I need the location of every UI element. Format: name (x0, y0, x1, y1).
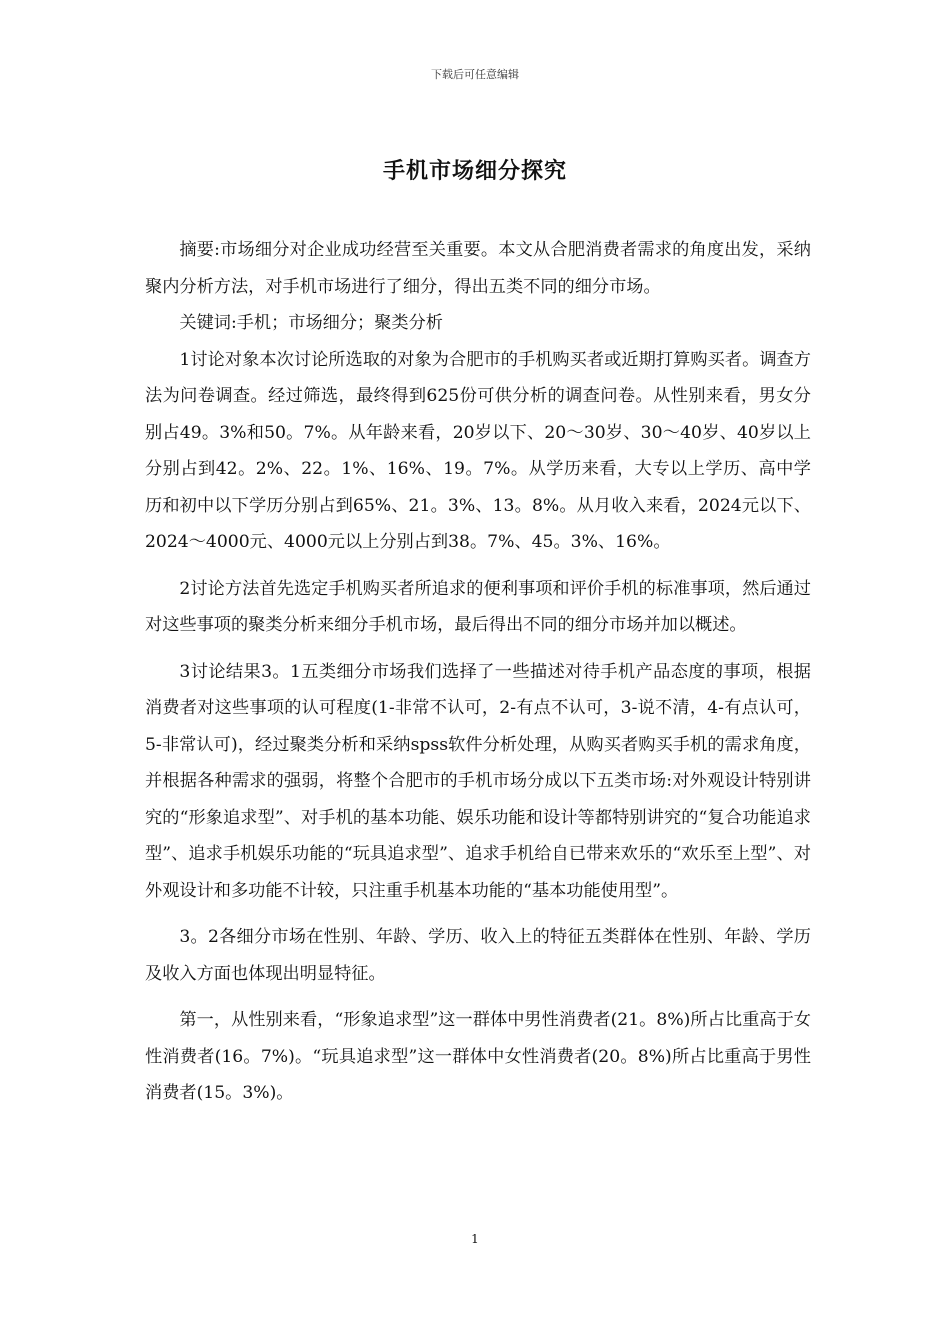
document-title: 手机市场细分探究 (382, 159, 567, 184)
page-number: 1 (471, 1232, 479, 1246)
section-3-1-paragraph: 3讨论结果3。1五类细分市场我们选择了一些描述对待手机产品态度的事项，根据消费者对这些事项的认可程度(1-非常不认可，2-有点不认可，3-说不清，4-有点认可，5-非常认可)，经过聚类分析和采纳spss软件分析处理，从购买者购买手机的需求角度，并根据各种需求的强弱，将整个合肥市的手机市场分成以下五类市场:对外观设计特别讲究的“形象追求型”、对手机的基本功能、娱乐功能和设计等都特别讲究的“复合功能追求型”、追求手机娱乐功能的“玩具追求型”、追求手机给自已带来欢乐的“欢乐至上型”、对外观设计和多功能不计较，只注重手机基本功能的“基本功能使用型”。 (145, 661, 811, 901)
gender-finding-paragraph: 第一，从性别来看，“形象追求型”这一群体中男性消费者(21。8%)所占比重高于女性消费者(16。7%)。“玩具追求型”这一群体中女性消费者(20。8%)所占比重高于男性消费者(15。3%)。 (145, 1010, 811, 1103)
section-2-paragraph: 2讨论方法首先选定手机购买者所追求的便利事项和评价手机的标准事项，然后通过对这些事项的聚类分析来细分手机市场，最后得出不同的细分市场并加以概述。 (145, 578, 811, 635)
abstract-paragraph: 摘要:市场细分对企业成功经营至关重要。本文从合肥消费者需求的角度出发，采纳聚内分析方法，对手机市场进行了细分，得出五类不同的细分市场。 (145, 240, 811, 297)
section-1-paragraph: 1讨论对象本次讨论所选取的对象为合肥市的手机购买者或近期打算购买者。调查方法为问卷调查。经过筛选，最终得到625份可供分析的调查问卷。从性别来看，男女分别占49。3%和50。7%。从年龄来看，20岁以下、20～30岁、30～40岁、40岁以上分别占到42。2%、22。1%、16%、19。7%。从学历来看，大专以上学历、高中学历和初中以下学历分别占到65%、21。3%、13。8%。从月收入来看，2024元以下、2024～4000元、4000元以上分别占到38。7%、45。3%、16%。 (145, 349, 811, 552)
section-3-2-paragraph: 3。2各细分市场在性别、年龄、学历、收入上的特征五类群体在性别、年龄、学历及收入方面也体现出明显特征。 (145, 927, 811, 984)
header-note: 下载后可任意编辑 (431, 68, 519, 81)
keywords-paragraph: 关键词:手机；市场细分；聚类分析 (179, 313, 443, 333)
document-body (145, 232, 811, 1112)
